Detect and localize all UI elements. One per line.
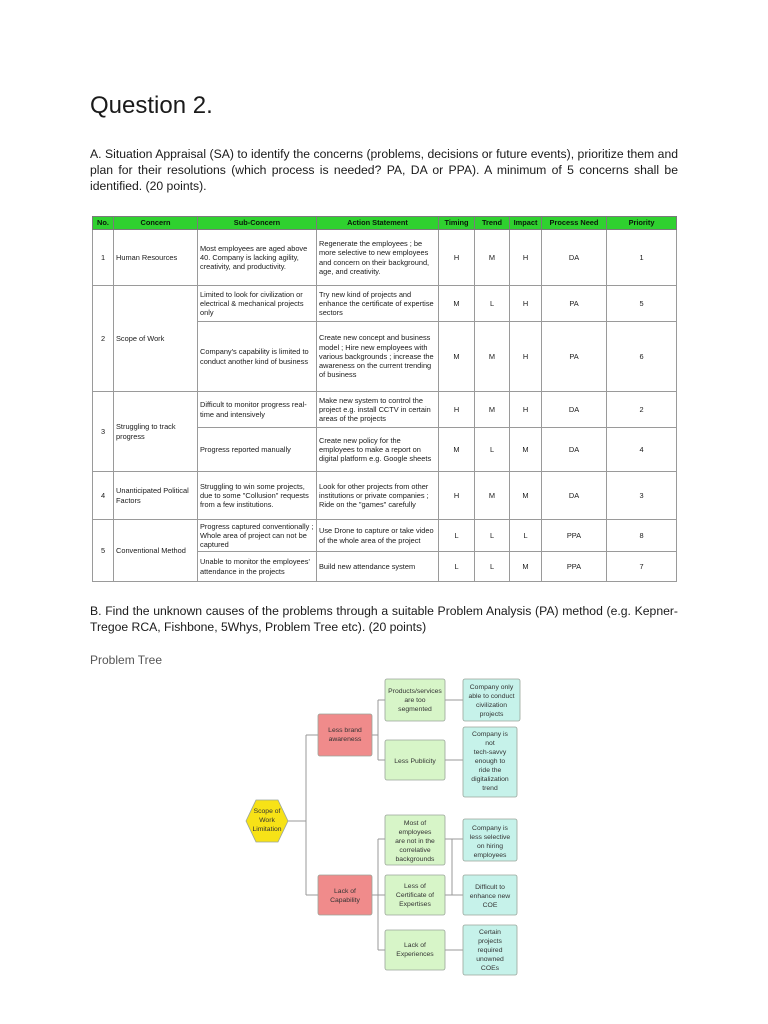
node-difficult-enhance-coe-text: COE <box>482 902 498 909</box>
node-lack-of-experiences <box>385 930 445 970</box>
node-less-certificate-text: Less of <box>404 883 426 890</box>
node-employees-not-correlative-text: Most of <box>403 820 427 827</box>
node-products-segmented <box>385 679 445 721</box>
node-lack-of-capability <box>318 875 372 915</box>
trend-cell: L <box>475 428 510 472</box>
node-products-segmented-text: Products/services <box>388 688 442 695</box>
action-statement-cell: Use Drone to capture or take video of the whole area of the project <box>317 520 439 552</box>
impact-cell: L <box>510 520 542 552</box>
process-need-cell: PA <box>542 286 607 322</box>
timing-cell: L <box>439 552 475 582</box>
row-number: 3 <box>93 392 114 472</box>
action-statement-cell: Make new system to control the project e.g. install CCTV in certain areas of the projects <box>317 392 439 428</box>
timing-cell: M <box>439 286 475 322</box>
part-a-instructions: A. Situation Appraisal (SA) to identify the concerns (problems, decisions or future events), prioritize them and plan for their resolutions (which process is needed? PA, DA or PPA). A minimum of 5 concerns shall be identified. (20 points). <box>90 147 678 193</box>
table-row <box>93 230 677 286</box>
timing-cell: M <box>439 428 475 472</box>
column-header: Impact <box>510 217 542 230</box>
action-statement-cell: Create new policy for the employees to make a report on digital platform e.g. Google sheets <box>317 428 439 472</box>
node-less-publicity-text: Less Publicity <box>394 758 436 765</box>
process-need-cell: PPA <box>542 520 607 552</box>
node-employees-not-correlative-text: employees <box>398 829 432 836</box>
node-less-certificate-text: Expertises <box>399 901 431 908</box>
impact-cell: M <box>510 428 542 472</box>
table-row <box>93 286 677 322</box>
node-only-civilization-projects <box>463 679 520 721</box>
table-row <box>93 392 677 428</box>
node-not-tech-savvy-text: not <box>485 740 495 747</box>
root-node-scope-of-work-text: Scope of <box>253 808 281 815</box>
column-header: Trend <box>475 217 510 230</box>
node-not-tech-savvy-text: ride the <box>478 767 502 774</box>
action-statement-cell: Build new attendance system <box>317 552 439 582</box>
node-lack-of-experiences-text: Experiences <box>396 951 434 958</box>
node-less-selective-hiring-text: less selective <box>469 834 511 841</box>
node-less-brand-awareness-shape <box>318 714 372 756</box>
node-unowned-coes-text: COEs <box>480 965 500 972</box>
node-less-certificate-text: Certificate of <box>395 892 435 899</box>
trend-cell: M <box>475 230 510 286</box>
row-number: 4 <box>93 472 114 520</box>
node-lack-of-capability-shape <box>318 875 372 915</box>
priority-cell: 7 <box>607 552 677 582</box>
column-header: Timing <box>439 217 475 230</box>
sub-concern-cell: Most employees are aged above 40. Company is lacking agility, creativity, and productivity. <box>198 230 317 286</box>
node-lack-of-capability-text: Capability <box>330 897 360 904</box>
priority-cell: 8 <box>607 520 677 552</box>
node-employees-not-correlative <box>385 815 445 865</box>
node-difficult-enhance-coe <box>463 875 517 915</box>
node-unowned-coes-text: Certain <box>479 929 501 936</box>
trend-cell: M <box>475 322 510 392</box>
process-need-cell: DA <box>542 230 607 286</box>
node-difficult-enhance-coe-text: Difficult to <box>475 884 505 891</box>
node-less-brand-awareness-text: Less brand <box>328 727 362 734</box>
node-not-tech-savvy-text: Company is <box>472 731 508 738</box>
sub-concern-cell: Unable to monitor the employees' attendance in the projects <box>198 552 317 582</box>
sub-concern-cell: Company's capability is limited to conduct another kind of business <box>198 322 317 392</box>
node-employees-not-correlative-text: correlative <box>399 847 431 854</box>
trend-cell: M <box>475 472 510 520</box>
node-not-tech-savvy-text: tech-savvy <box>473 749 507 756</box>
root-node-scope-of-work-text: Work <box>259 817 275 824</box>
node-only-civilization-projects-text: civilization <box>476 702 507 709</box>
action-statement-cell: Try new kind of projects and enhance the certificate of expertise sectors <box>317 286 439 322</box>
column-header: Priority <box>607 217 677 230</box>
timing-cell: L <box>439 520 475 552</box>
column-header: Process Need <box>542 217 607 230</box>
node-less-selective-hiring-text: employees <box>473 852 507 859</box>
trend-cell: L <box>475 552 510 582</box>
timing-cell: H <box>439 392 475 428</box>
node-products-segmented-text: are too <box>404 697 426 704</box>
node-only-civilization-projects-text: projects <box>479 711 504 718</box>
column-header: Action Statement <box>317 217 439 230</box>
impact-cell: H <box>510 392 542 428</box>
node-less-brand-awareness <box>318 714 372 756</box>
priority-cell: 6 <box>607 322 677 392</box>
action-statement-cell: Regenerate the employees ; be more selective to new employees and concern on their background, age, and creativity. <box>317 230 439 286</box>
sub-concern-cell: Limited to look for civilization or electrical & mechanical projects only <box>198 286 317 322</box>
node-not-tech-savvy <box>463 727 517 797</box>
node-less-brand-awareness-text: awareness <box>328 736 362 743</box>
impact-cell: M <box>510 552 542 582</box>
node-not-tech-savvy-text: digitalization <box>471 776 509 783</box>
problem-tree-label: Problem Tree <box>90 653 163 667</box>
priority-cell: 4 <box>607 428 677 472</box>
node-unowned-coes-text: required <box>477 947 503 954</box>
column-header: Concern <box>114 217 198 230</box>
trend-cell: L <box>475 520 510 552</box>
sub-concern-cell: Progress reported manually <box>198 428 317 472</box>
table-row <box>93 520 677 552</box>
column-header: Sub-Concern <box>198 217 317 230</box>
node-less-selective-hiring <box>463 819 517 861</box>
node-not-tech-savvy-text: trend <box>482 785 498 792</box>
concern-cell: Conventional Method <box>114 520 198 582</box>
process-need-cell: DA <box>542 472 607 520</box>
node-difficult-enhance-coe-text: enhance new <box>469 893 511 900</box>
impact-cell: H <box>510 286 542 322</box>
node-only-civilization-projects-text: Company only <box>469 684 514 691</box>
table-body <box>93 230 677 582</box>
timing-cell: H <box>439 472 475 520</box>
priority-cell: 3 <box>607 472 677 520</box>
root-node-scope-of-work-text: Limitation <box>252 826 282 833</box>
node-unowned-coes-text: unowned <box>476 956 504 963</box>
process-need-cell: PPA <box>542 552 607 582</box>
impact-cell: M <box>510 472 542 520</box>
concern-cell: Scope of Work <box>114 286 198 392</box>
node-less-publicity <box>385 740 445 780</box>
column-header: No. <box>93 217 114 230</box>
timing-cell: M <box>439 322 475 392</box>
node-less-certificate <box>385 875 445 915</box>
sub-concern-cell: Difficult to monitor progress real-time and intensively <box>198 392 317 428</box>
action-statement-cell: Create new concept and business model ; Hire new employees with various backgrounds ; increase the awareness on the current trending of business <box>317 322 439 392</box>
row-number: 2 <box>93 286 114 392</box>
node-not-tech-savvy-text: enough to <box>474 758 506 765</box>
node-employees-not-correlative-text: are not in the <box>395 838 435 845</box>
node-lack-of-experiences-shape <box>385 930 445 970</box>
trend-cell: M <box>475 392 510 428</box>
sub-concern-cell: Progress captured conventionally ; Whole area of project can not be captured <box>198 520 317 552</box>
row-number: 1 <box>93 230 114 286</box>
table-header-row <box>93 217 677 230</box>
concern-cell: Struggling to track progress <box>114 392 198 472</box>
concern-cell: Human Resources <box>114 230 198 286</box>
node-unowned-coes-text: projects <box>478 938 502 945</box>
root-node-scope-of-work <box>246 800 288 842</box>
node-unowned-coes <box>463 925 517 975</box>
trend-cell: L <box>475 286 510 322</box>
table-row <box>93 472 677 520</box>
node-lack-of-capability-text: Lack of <box>334 888 356 895</box>
process-need-cell: PA <box>542 322 607 392</box>
node-products-segmented-text: segmented <box>398 706 432 713</box>
node-only-civilization-projects-text: able to conduct <box>468 693 515 700</box>
part-b-instructions: B. Find the unknown causes of the problems through a suitable Problem Analysis (PA) method (e.g. Kepner-Tregoe RCA, Fishbone, 5Whys, Problem Tree etc). (20 points) <box>90 604 678 634</box>
impact-cell: H <box>510 322 542 392</box>
priority-cell: 5 <box>607 286 677 322</box>
situation-appraisal-table <box>92 216 677 582</box>
timing-cell: H <box>439 230 475 286</box>
node-less-selective-hiring-text: Company is <box>472 825 508 832</box>
impact-cell: H <box>510 230 542 286</box>
concern-cell: Unanticipated Political Factors <box>114 472 198 520</box>
action-statement-cell: Look for other projects from other institutions or private companies ; Ride on the "games" carefully <box>317 472 439 520</box>
tree-nodes <box>246 679 520 975</box>
node-lack-of-experiences-text: Lack of <box>404 942 426 949</box>
priority-cell: 2 <box>607 392 677 428</box>
node-less-selective-hiring-text: on hiring <box>476 843 504 850</box>
process-need-cell: DA <box>542 392 607 428</box>
row-number: 5 <box>93 520 114 582</box>
sub-concern-cell: Struggling to win some projects, due to some "Collusion" requests from a few institutions. <box>198 472 317 520</box>
process-need-cell: DA <box>542 428 607 472</box>
question-heading: Question 2. <box>90 92 213 119</box>
node-employees-not-correlative-text: backgrounds <box>395 856 435 863</box>
priority-cell: 1 <box>607 230 677 286</box>
